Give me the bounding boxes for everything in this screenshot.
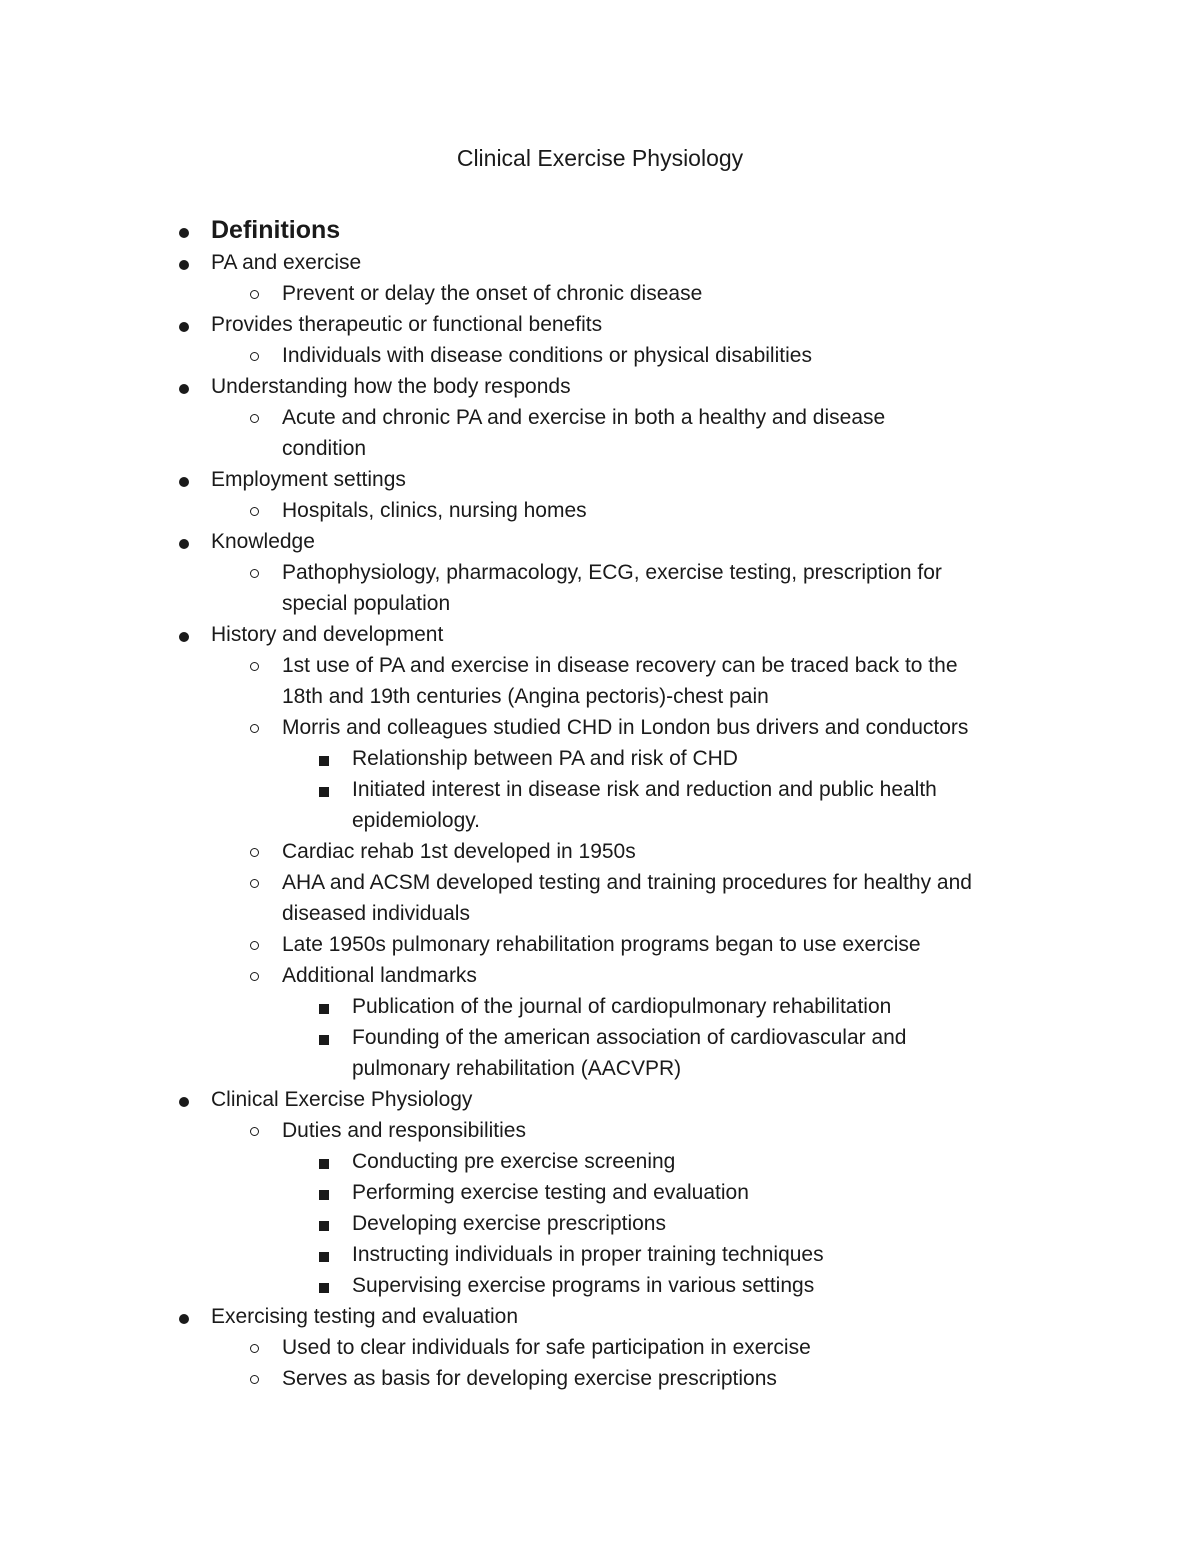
- outline-item-level-3: [0, 1239, 1200, 1270]
- outline-item-text: Employment settings: [211, 468, 406, 491]
- outline-item-text: Duties and responsibilities: [282, 1119, 526, 1142]
- hollow-circle-bullet-icon: [250, 972, 259, 981]
- outline-item-level-3: [0, 1177, 1200, 1208]
- outline-item-text: Definitions: [211, 216, 341, 244]
- outline-item-level-1: [0, 1084, 1200, 1115]
- outline-item-level-2: [0, 1332, 1200, 1363]
- hollow-circle-bullet-icon: [250, 352, 259, 361]
- outline-item-level-1: [0, 1301, 1200, 1332]
- outline-item-text: Used to clear individuals for safe participation in exercise: [282, 1336, 811, 1359]
- square-bullet-icon: [319, 1159, 329, 1169]
- square-bullet-icon: [319, 1190, 329, 1200]
- outline-item-text: Knowledge: [211, 530, 315, 553]
- outline-item-text: Hospitals, clinics, nursing homes: [282, 499, 587, 522]
- outline-item-level-2: [0, 495, 1200, 526]
- outline-item-level-2: [0, 1363, 1200, 1394]
- outline-item-text: Exercising testing and evaluation: [211, 1305, 519, 1328]
- hollow-circle-bullet-icon: [250, 662, 259, 671]
- hollow-circle-bullet-icon: [250, 848, 259, 857]
- filled-circle-bullet-icon: [179, 1314, 189, 1324]
- filled-circle-bullet-icon: [179, 632, 189, 642]
- outline-item-text: Performing exercise testing and evaluation: [352, 1181, 749, 1204]
- outline-item-text: Individuals with disease conditions or physical disabilities: [282, 344, 812, 367]
- filled-circle-bullet-icon: [179, 477, 189, 487]
- outline-item-level-3: [0, 1022, 1200, 1053]
- outline-item-text: Cardiac rehab 1st developed in 1950s: [282, 840, 636, 863]
- outline-item-text: Publication of the journal of cardiopulmonary rehabilitation: [352, 995, 892, 1018]
- hollow-circle-bullet-icon: [250, 941, 259, 950]
- outline-item-text: Acute and chronic PA and exercise in both a healthy and disease: [282, 406, 886, 429]
- hollow-circle-bullet-icon: [250, 290, 259, 299]
- outline-item-text: Conducting pre exercise screening: [352, 1150, 676, 1173]
- outline-item-text: Supervising exercise programs in various settings: [352, 1274, 815, 1297]
- outline-item-level-2: [0, 712, 1200, 743]
- outline-item-level-1: [0, 526, 1200, 557]
- outline-item-level-1: [0, 214, 1200, 247]
- outline-item-text: Serves as basis for developing exercise prescriptions: [282, 1367, 777, 1390]
- bullet-outline: [0, 214, 1200, 1394]
- outline-item-level-3: [0, 1208, 1200, 1239]
- hollow-circle-bullet-icon: [250, 1375, 259, 1384]
- outline-item-text: Late 1950s pulmonary rehabilitation programs began to use exercise: [282, 933, 921, 956]
- hollow-circle-bullet-icon: [250, 879, 259, 888]
- outline-item-level-3: [0, 1270, 1200, 1301]
- outline-item-level-2: [0, 557, 1200, 588]
- outline-item-text: Initiated interest in disease risk and reduction and public health: [352, 778, 937, 801]
- outline-item-text: History and development: [211, 623, 444, 646]
- square-bullet-icon: [319, 756, 329, 766]
- outline-item-text: Prevent or delay the onset of chronic disease: [282, 282, 703, 305]
- outline-item-level-2: [0, 1115, 1200, 1146]
- hollow-circle-bullet-icon: [250, 1344, 259, 1353]
- outline-item-level-2: [0, 278, 1200, 309]
- outline-item-level-2: [0, 836, 1200, 867]
- outline-item-level-2: [0, 867, 1200, 898]
- outline-item-level-2: [0, 929, 1200, 960]
- outline-item-continuation: [0, 681, 1200, 712]
- outline-item-text: Additional landmarks: [282, 964, 477, 987]
- outline-item-level-3: [0, 774, 1200, 805]
- square-bullet-icon: [319, 1004, 329, 1014]
- outline-item-continuation: [0, 433, 1200, 464]
- outline-item-text: Clinical Exercise Physiology: [211, 1088, 473, 1111]
- outline-item-level-1: [0, 371, 1200, 402]
- outline-item-text: epidemiology.: [352, 809, 481, 832]
- outline-item-continuation: [0, 805, 1200, 836]
- square-bullet-icon: [319, 1035, 329, 1045]
- hollow-circle-bullet-icon: [250, 507, 259, 516]
- outline-item-continuation: [0, 1053, 1200, 1084]
- outline-item-level-1: [0, 309, 1200, 340]
- outline-item-text: diseased individuals: [282, 902, 470, 925]
- outline-item-text: Pathophysiology, pharmacology, ECG, exercise testing, prescription for: [282, 561, 942, 584]
- document-title: Clinical Exercise Physiology: [456, 145, 744, 171]
- outline-item-text: AHA and ACSM developed testing and training procedures for healthy and: [282, 871, 972, 894]
- filled-circle-bullet-icon: [179, 260, 189, 270]
- outline-item-text: Morris and colleagues studied CHD in London bus drivers and conductors: [282, 716, 969, 739]
- outline-item-level-1: [0, 247, 1200, 278]
- outline-item-text: Instructing individuals in proper training techniques: [352, 1243, 824, 1266]
- outline-item-text: 18th and 19th centuries (Angina pectoris)-chest pain: [282, 685, 769, 708]
- outline-item-level-1: [0, 619, 1200, 650]
- outline-item-level-2: [0, 650, 1200, 681]
- filled-circle-bullet-icon: [179, 384, 189, 394]
- outline-item-text: Developing exercise prescriptions: [352, 1212, 666, 1235]
- outline-item-text: 1st use of PA and exercise in disease recovery can be traced back to the: [282, 654, 958, 677]
- outline-item-level-1: [0, 464, 1200, 495]
- hollow-circle-bullet-icon: [250, 414, 259, 423]
- square-bullet-icon: [319, 787, 329, 797]
- outline-item-text: Understanding how the body responds: [211, 375, 571, 398]
- outline-item-text: PA and exercise: [211, 251, 362, 274]
- square-bullet-icon: [319, 1252, 329, 1262]
- outline-item-text: Provides therapeutic or functional benefits: [211, 313, 603, 336]
- outline-item-continuation: [0, 898, 1200, 929]
- outline-item-level-3: [0, 743, 1200, 774]
- outline-item-level-2: [0, 402, 1200, 433]
- hollow-circle-bullet-icon: [250, 569, 259, 578]
- square-bullet-icon: [319, 1283, 329, 1293]
- outline-item-continuation: [0, 588, 1200, 619]
- outline-item-level-2: [0, 340, 1200, 371]
- outline-item-level-3: [0, 991, 1200, 1022]
- hollow-circle-bullet-icon: [250, 1127, 259, 1136]
- filled-circle-bullet-icon: [179, 1097, 189, 1107]
- filled-circle-bullet-icon: [179, 539, 189, 549]
- outline-item-text: special population: [282, 592, 451, 615]
- outline-item-text: Relationship between PA and risk of CHD: [352, 747, 738, 770]
- filled-circle-bullet-icon: [179, 228, 189, 238]
- outline-item-text: pulmonary rehabilitation (AACVPR): [352, 1057, 682, 1080]
- outline-item-text: Founding of the american association of cardiovascular and: [352, 1026, 907, 1049]
- outline-item-level-2: [0, 960, 1200, 991]
- square-bullet-icon: [319, 1221, 329, 1231]
- outline-item-level-3: [0, 1146, 1200, 1177]
- outline-item-text: condition: [282, 437, 367, 460]
- filled-circle-bullet-icon: [179, 322, 189, 332]
- hollow-circle-bullet-icon: [250, 724, 259, 733]
